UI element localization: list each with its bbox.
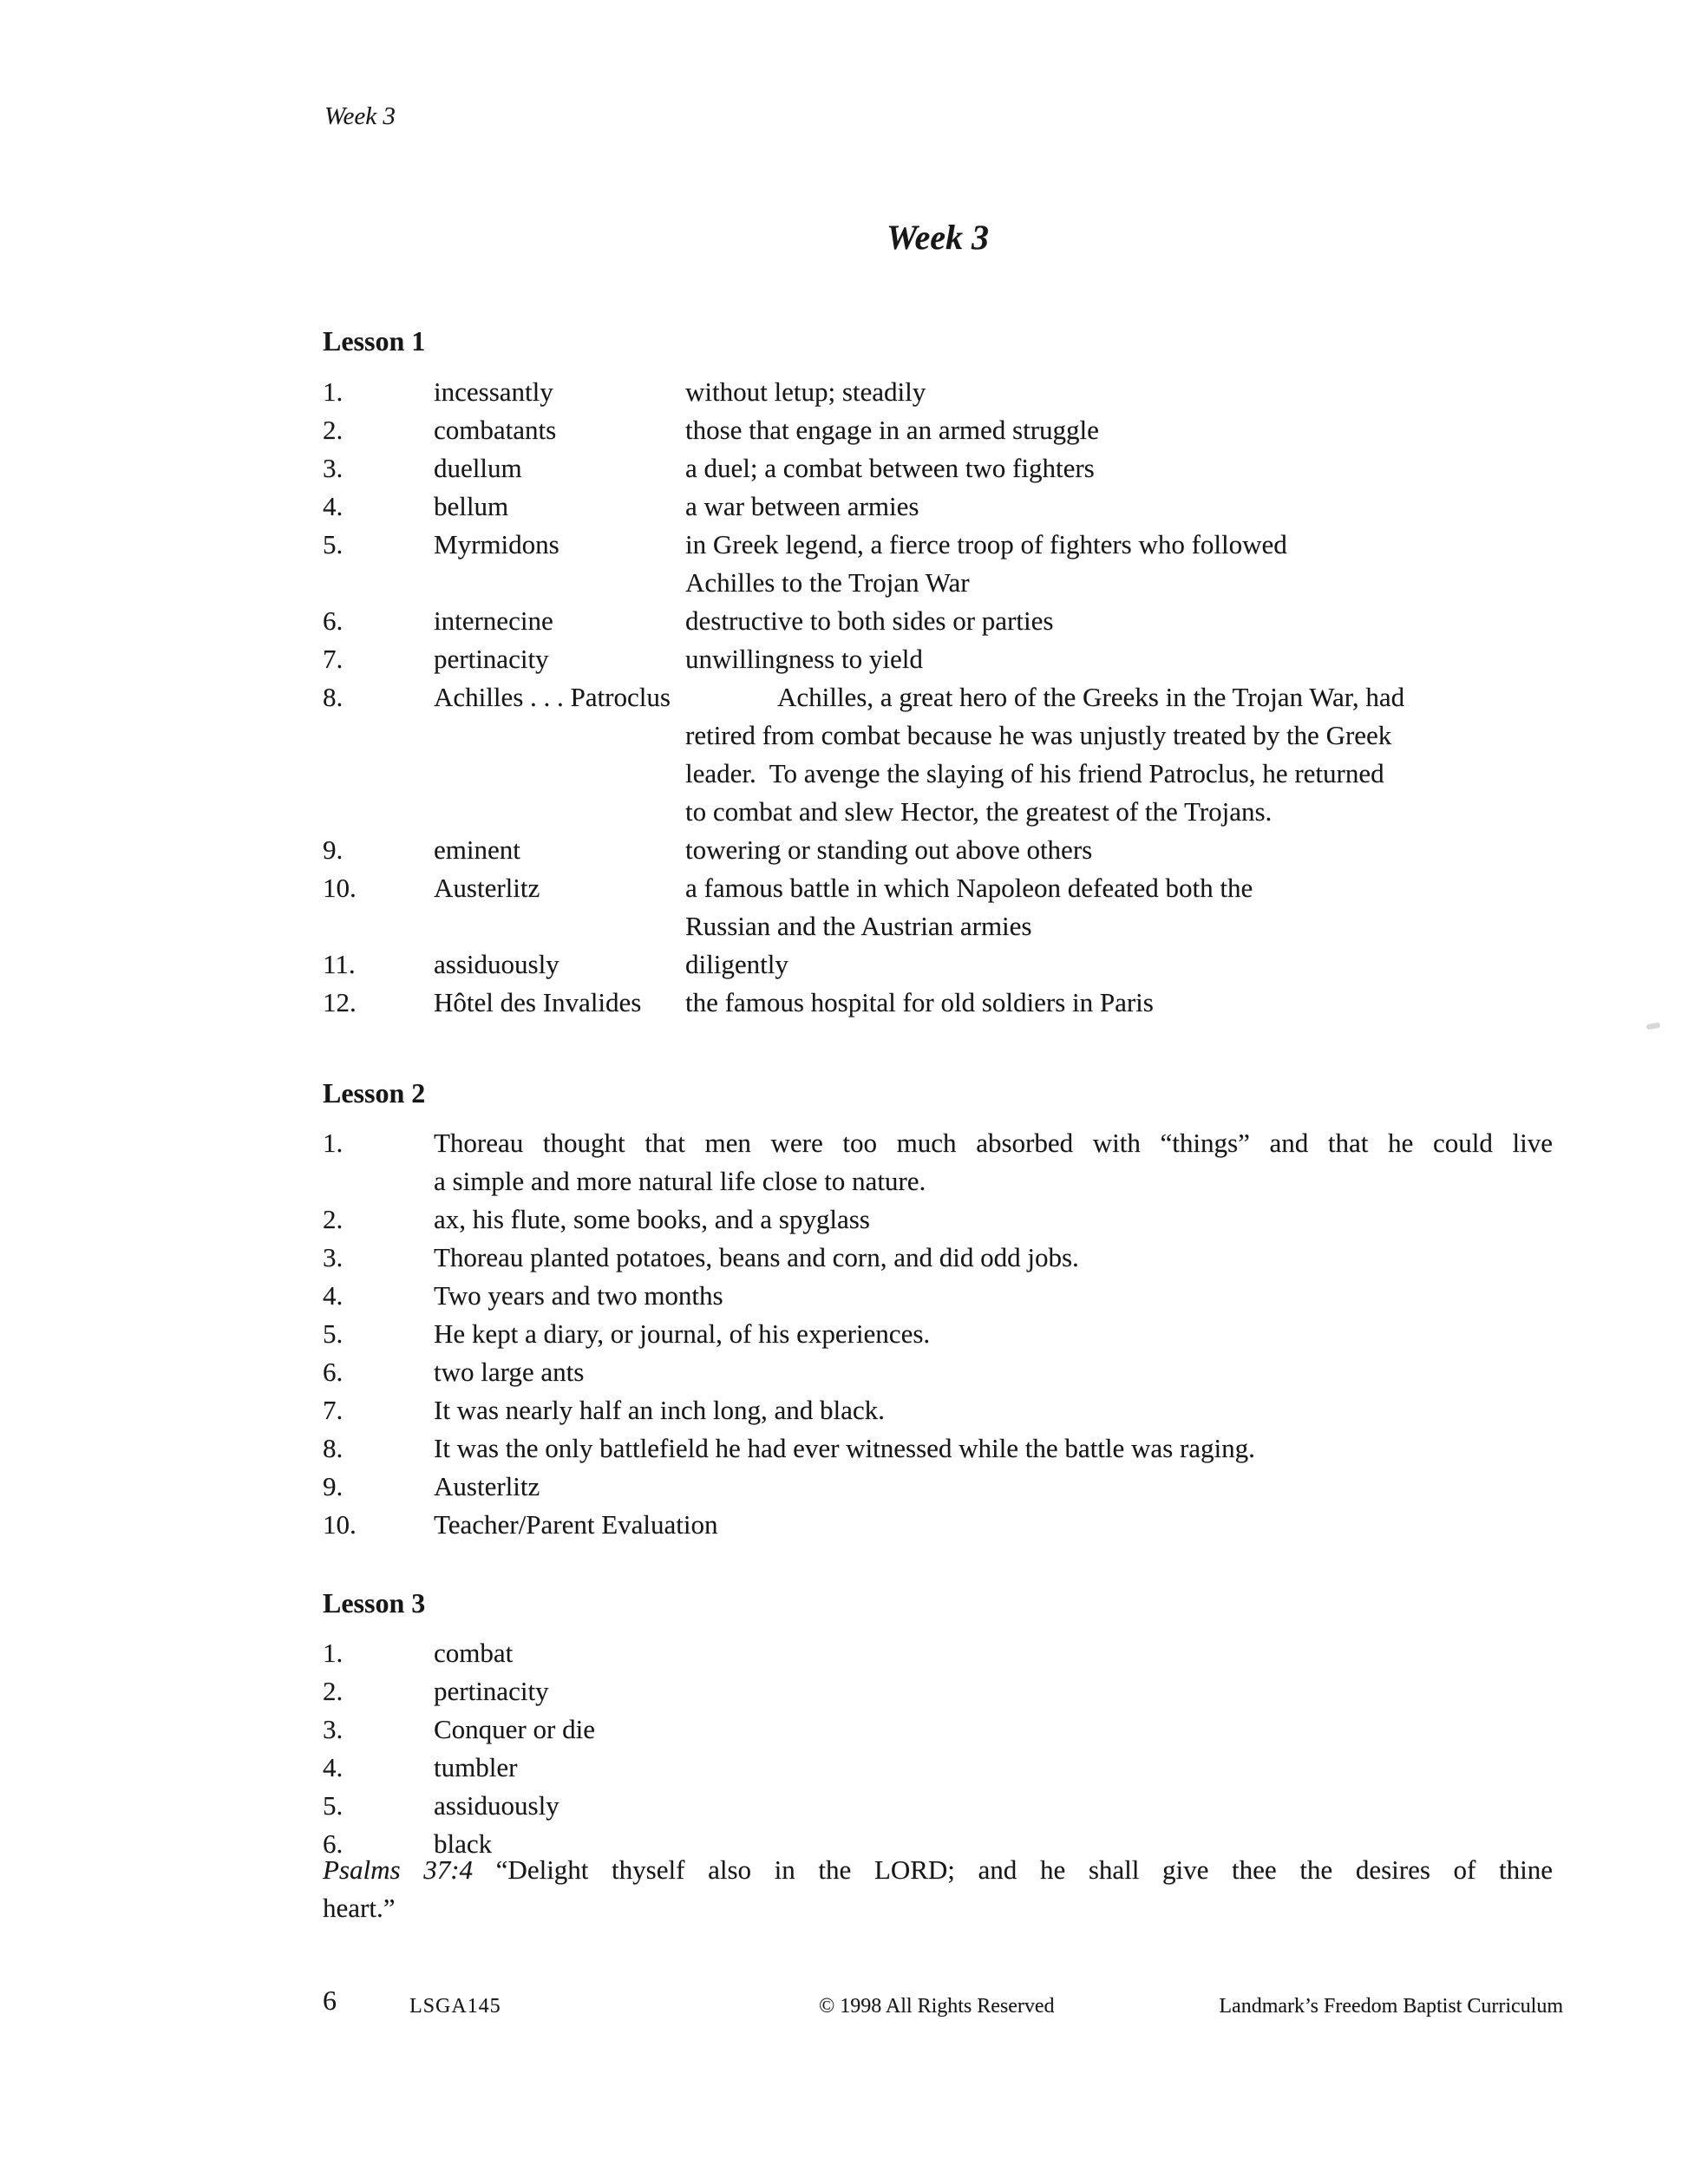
lesson1-item-8-wrap xyxy=(323,716,1580,755)
lesson1-item-10 xyxy=(323,869,1580,907)
item-term: Hôtel des Invalides xyxy=(434,987,642,1017)
item-answer: ax, his flute, some books, and a spyglass xyxy=(434,1204,870,1234)
lesson1-item-8-wrap xyxy=(323,793,1580,831)
item-definition: towering or standing out above others xyxy=(685,834,1093,865)
item-term: duellum xyxy=(434,453,522,483)
item-number: 4. xyxy=(323,1752,343,1782)
lesson2-item-5 xyxy=(323,1315,1580,1353)
page-number: 6 xyxy=(323,1985,337,2016)
lesson3-item-2 xyxy=(323,1672,1580,1710)
item-number: 6. xyxy=(323,1357,343,1387)
scripture-quote: “Delight thyself also in the LORD; and he shall give thee the desires of thine xyxy=(495,1854,1553,1885)
item-number: 6. xyxy=(323,605,343,636)
footer-publisher: Landmark’s Freedom Baptist Curriculum xyxy=(1219,1995,1563,2017)
item-answer: It was the only battlefield he had ever witnessed while the battle was raging. xyxy=(434,1433,1255,1463)
memory-verse-line-2: heart.” xyxy=(323,1893,396,1923)
item-number: 5. xyxy=(323,1790,343,1821)
item-answer: Conquer or die xyxy=(434,1714,595,1744)
lesson-2-list xyxy=(323,1124,1580,1544)
lesson2-item-4 xyxy=(323,1277,1580,1315)
footer-copyright: © 1998 All Rights Reserved xyxy=(819,1995,1055,2017)
item-definition-continued: leader. To avenge the slaying of his friend Patroclus, he returned xyxy=(685,758,1384,788)
item-number: 9. xyxy=(323,1471,343,1501)
lesson3-item-5 xyxy=(323,1787,1580,1825)
lesson1-item-8 xyxy=(323,678,1580,716)
item-answer-continued: a simple and more natural life close to nature. xyxy=(434,1166,926,1196)
item-answer: Two years and two months xyxy=(434,1280,723,1311)
item-definition-continued: Achilles to the Trojan War xyxy=(685,567,970,598)
lesson1-item-11 xyxy=(323,945,1580,984)
item-term: combatants xyxy=(434,415,557,445)
item-number: 5. xyxy=(323,529,343,559)
item-number: 2. xyxy=(323,1204,343,1234)
lesson2-item-8 xyxy=(323,1429,1580,1468)
lesson1-item-5 xyxy=(323,526,1580,564)
item-definition: a famous battle in which Napoleon defeated both the xyxy=(685,873,1253,903)
item-term: Austerlitz xyxy=(434,873,540,903)
item-definition: diligently xyxy=(685,949,788,979)
lesson2-item-7 xyxy=(323,1391,1580,1429)
item-term: Achilles . . . Patroclus xyxy=(434,682,671,712)
item-answer: pertinacity xyxy=(434,1676,549,1706)
item-definition: in Greek legend, a fierce troop of fighters who followed xyxy=(685,529,1287,559)
item-answer: tumbler xyxy=(434,1752,518,1782)
lesson1-item-5-wrap xyxy=(323,564,1580,602)
lesson1-item-1 xyxy=(323,373,1580,411)
item-definition: a war between armies xyxy=(685,491,919,521)
item-definition-continued: Russian and the Austrian armies xyxy=(685,911,1032,941)
lesson1-item-4 xyxy=(323,487,1580,526)
footer-code: LSGA145 xyxy=(409,1995,501,2017)
item-term: pertinacity xyxy=(434,644,549,674)
item-answer: He kept a diary, or journal, of his experiences. xyxy=(434,1318,931,1349)
item-term: Myrmidons xyxy=(434,529,559,559)
item-term: internecine xyxy=(434,605,553,636)
lesson-2-heading: Lesson 2 xyxy=(323,1077,426,1108)
item-number: 2. xyxy=(323,1676,343,1706)
item-number: 10. xyxy=(323,873,357,903)
item-answer: Teacher/Parent Evaluation xyxy=(434,1509,718,1540)
lesson2-item-1 xyxy=(323,1124,1580,1162)
item-number: 8. xyxy=(323,682,343,712)
item-definition: Achilles, a great hero of the Greeks in the Trojan War, had xyxy=(777,682,1405,712)
item-definition: those that engage in an armed struggle xyxy=(685,415,1099,445)
lesson1-item-8-wrap xyxy=(323,755,1580,793)
item-number: 10. xyxy=(323,1509,357,1540)
lesson1-item-12 xyxy=(323,984,1580,1022)
item-number: 6. xyxy=(323,1828,343,1859)
item-number: 12. xyxy=(323,987,357,1017)
item-number: 2. xyxy=(323,415,343,445)
item-term: incessantly xyxy=(434,376,553,407)
lesson1-item-7 xyxy=(323,640,1580,678)
lesson2-item-1-wrap xyxy=(323,1162,1580,1200)
item-number: 1. xyxy=(323,1128,343,1158)
item-term: assiduously xyxy=(434,949,559,979)
item-answer: Thoreau thought that men were too much absorbed with “things” and that he could live xyxy=(434,1128,1553,1158)
lesson-3-list xyxy=(323,1634,1580,1863)
item-answer: two large ants xyxy=(434,1357,585,1387)
item-number: 3. xyxy=(323,453,343,483)
lesson1-item-2 xyxy=(323,411,1580,449)
lesson2-item-3 xyxy=(323,1239,1580,1277)
item-answer: combat xyxy=(434,1638,514,1668)
item-definition-continued: to combat and slew Hector, the greatest of the Trojans. xyxy=(685,796,1273,827)
lesson3-item-3 xyxy=(323,1710,1580,1749)
item-number: 4. xyxy=(323,491,343,521)
item-answer: Austerlitz xyxy=(434,1471,540,1501)
item-term: bellum xyxy=(434,491,509,521)
item-answer: Thoreau planted potatoes, beans and corn, and did odd jobs. xyxy=(434,1242,1079,1272)
lesson2-item-9 xyxy=(323,1468,1580,1506)
item-answer: black xyxy=(434,1828,493,1859)
item-number: 1. xyxy=(323,376,343,407)
page-footer xyxy=(323,1985,1563,2031)
item-number: 4. xyxy=(323,1280,343,1311)
lesson3-item-1 xyxy=(323,1634,1580,1672)
lesson-1-heading: Lesson 1 xyxy=(323,325,426,356)
item-number: 3. xyxy=(323,1714,343,1744)
item-definition: the famous hospital for old soldiers in Paris xyxy=(685,987,1154,1017)
lesson3-item-4 xyxy=(323,1749,1580,1787)
item-definition: a duel; a combat between two fighters xyxy=(685,453,1095,483)
scripture-reference: Psalms 37:4 xyxy=(323,1854,474,1885)
item-number: 7. xyxy=(323,644,343,674)
item-number: 3. xyxy=(323,1242,343,1272)
item-number: 1. xyxy=(323,1638,343,1668)
item-definition: without letup; steadily xyxy=(685,376,926,407)
lesson-3-heading: Lesson 3 xyxy=(323,1587,426,1618)
item-number: 8. xyxy=(323,1433,343,1463)
lesson2-item-10 xyxy=(323,1506,1580,1544)
item-answer: It was nearly half an inch long, and black. xyxy=(434,1395,885,1425)
item-term: eminent xyxy=(434,834,520,865)
item-number: 9. xyxy=(323,834,343,865)
item-number: 11. xyxy=(323,949,356,979)
item-number: 7. xyxy=(323,1395,343,1425)
lesson2-item-2 xyxy=(323,1200,1580,1239)
item-number: 5. xyxy=(323,1318,343,1349)
lesson2-item-6 xyxy=(323,1353,1580,1391)
running-header: Week 3 xyxy=(324,102,396,130)
lesson1-item-3 xyxy=(323,449,1580,487)
item-answer: assiduously xyxy=(434,1790,559,1821)
item-definition: unwillingness to yield xyxy=(685,644,923,674)
lesson1-item-10-wrap xyxy=(323,907,1580,945)
lesson1-item-9 xyxy=(323,831,1580,869)
scan-smudge-artifact xyxy=(1646,1023,1661,1030)
memory-verse-line-1 xyxy=(323,1851,1553,1889)
item-definition-continued: retired from combat because he was unjustly treated by the Greek xyxy=(685,720,1392,750)
lesson-1-list xyxy=(323,373,1580,1022)
lesson1-item-6 xyxy=(323,602,1580,640)
page-title: Week 3 xyxy=(886,218,990,257)
item-definition: destructive to both sides or parties xyxy=(685,605,1054,636)
